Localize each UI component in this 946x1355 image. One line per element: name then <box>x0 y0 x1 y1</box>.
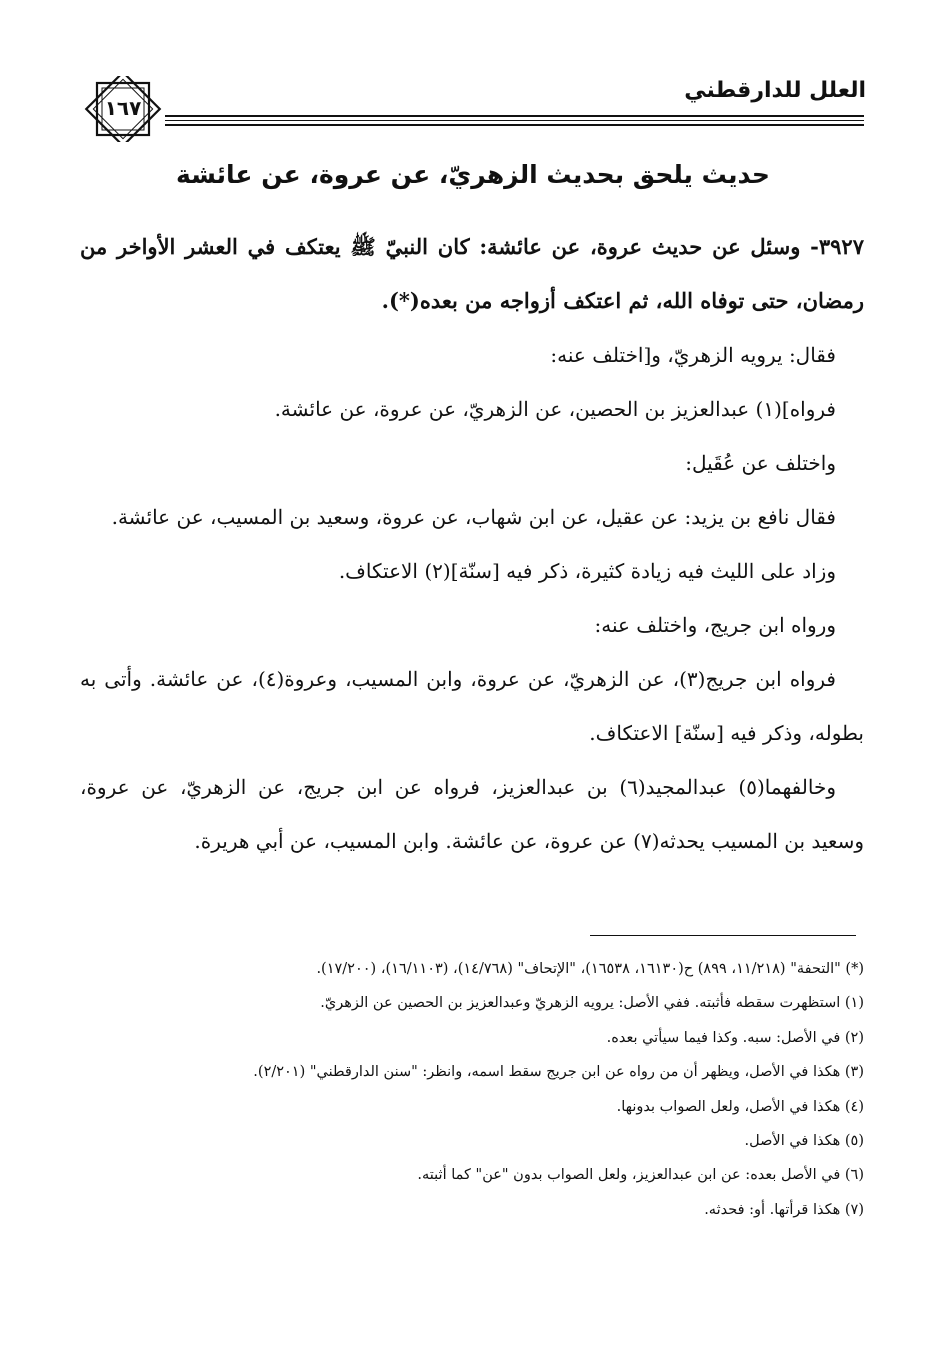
footnote: (*) "التحفة" (١١/٢١٨، ٨٩٩) ح(١٦١٣٠، ١٦٥٣٨)، "الإتحاف" (١٤/٧٦٨)، (١٦/١١٠٣)، (١٧/٢٠٠). <box>316 961 864 977</box>
footnotes <box>80 952 864 1227</box>
header-rule <box>165 115 864 117</box>
page-number-badge <box>80 76 166 142</box>
footnote: (٤) هكذا في الأصل، ولعل الصواب بدونها. <box>616 1098 864 1115</box>
paragraph: فرواه ابن جريج(٣)، عن الزهريّ، عن عروة، وابن المسيب، وعروة(٤)، عن عائشة. وأتى به بطوله، وذكر فيه [سنّة] الاعتكاف. <box>80 667 864 745</box>
paragraph: فقال: يرويه الزهريّ، و[اختلف عنه: <box>550 343 836 367</box>
page-number: ١٦٧ <box>104 96 142 120</box>
footnote-divider <box>590 935 856 936</box>
paragraph: وخالفهما(٥) عبدالمجيد(٦) بن عبدالعزيز، فرواه عن ابن جريج، عن الزهريّ، عن عروة، وسعيد بن المسيب يحدثه(٧) عن عروة، عن عائشة. وابن المسيب، عن أبي هريرة. <box>80 775 864 853</box>
header-rule <box>165 124 864 126</box>
footnote: (٧) هكذا قرأتها. أو: فحدثه. <box>704 1201 864 1218</box>
paragraph: فرواه](١) عبدالعزيز بن الحصين، عن الزهريّ، عن عروة، عن عائشة. <box>274 397 836 421</box>
hadith-question: ٣٩٢٧- وسئل عن حديث عروة، عن عائشة: كان النبيّ ﷺ يعتكف في العشر الأواخر من رمضان، حتى توفاه الله، ثم اعتكف أزواجه من بعده(*). <box>80 234 864 313</box>
section-heading: حديث يلحق بحديث الزهريّ، عن عروة، عن عائشة <box>176 160 770 189</box>
footnote: (١) استظهرت سقطه فأثبته. ففي الأصل: يرويه الزهريّ وعبدالعزيز بن الحصين عن الزهريّ. <box>320 995 864 1012</box>
footnote: (٥) هكذا في الأصل. <box>744 1133 864 1150</box>
paragraph: وزاد على الليث فيه زيادة كثيرة، ذكر فيه [سنّة](٢) الاعتكاف. <box>338 559 836 583</box>
paragraph: فقال نافع بن يزيد: عن عقيل، عن ابن شهاب، عن عروة، وسعيد بن المسيب، عن عائشة. <box>111 505 836 529</box>
paragraph: ورواه ابن جريج، واختلف عنه: <box>594 613 836 637</box>
paragraph: واختلف عن عُقَيل: <box>685 451 836 475</box>
footnote: (٢) في الأصل: سبه. وكذا فيما سيأتي بعده. <box>606 1029 864 1046</box>
header-rule <box>165 120 864 121</box>
footnote: (٣) هكذا في الأصل، ويظهر أن من رواه عن ابن جريج سقط اسمه، وانظر: "سنن الدارقطني" (٢/٢٠١). <box>253 1064 864 1081</box>
main-text <box>80 220 864 868</box>
running-title: العلل للدارقطني <box>684 78 866 103</box>
footnote: (٦) في الأصل بعده: عن ابن عبدالعزيز، ولعل الصواب بدون "عن" كما أثبته. <box>417 1167 864 1184</box>
